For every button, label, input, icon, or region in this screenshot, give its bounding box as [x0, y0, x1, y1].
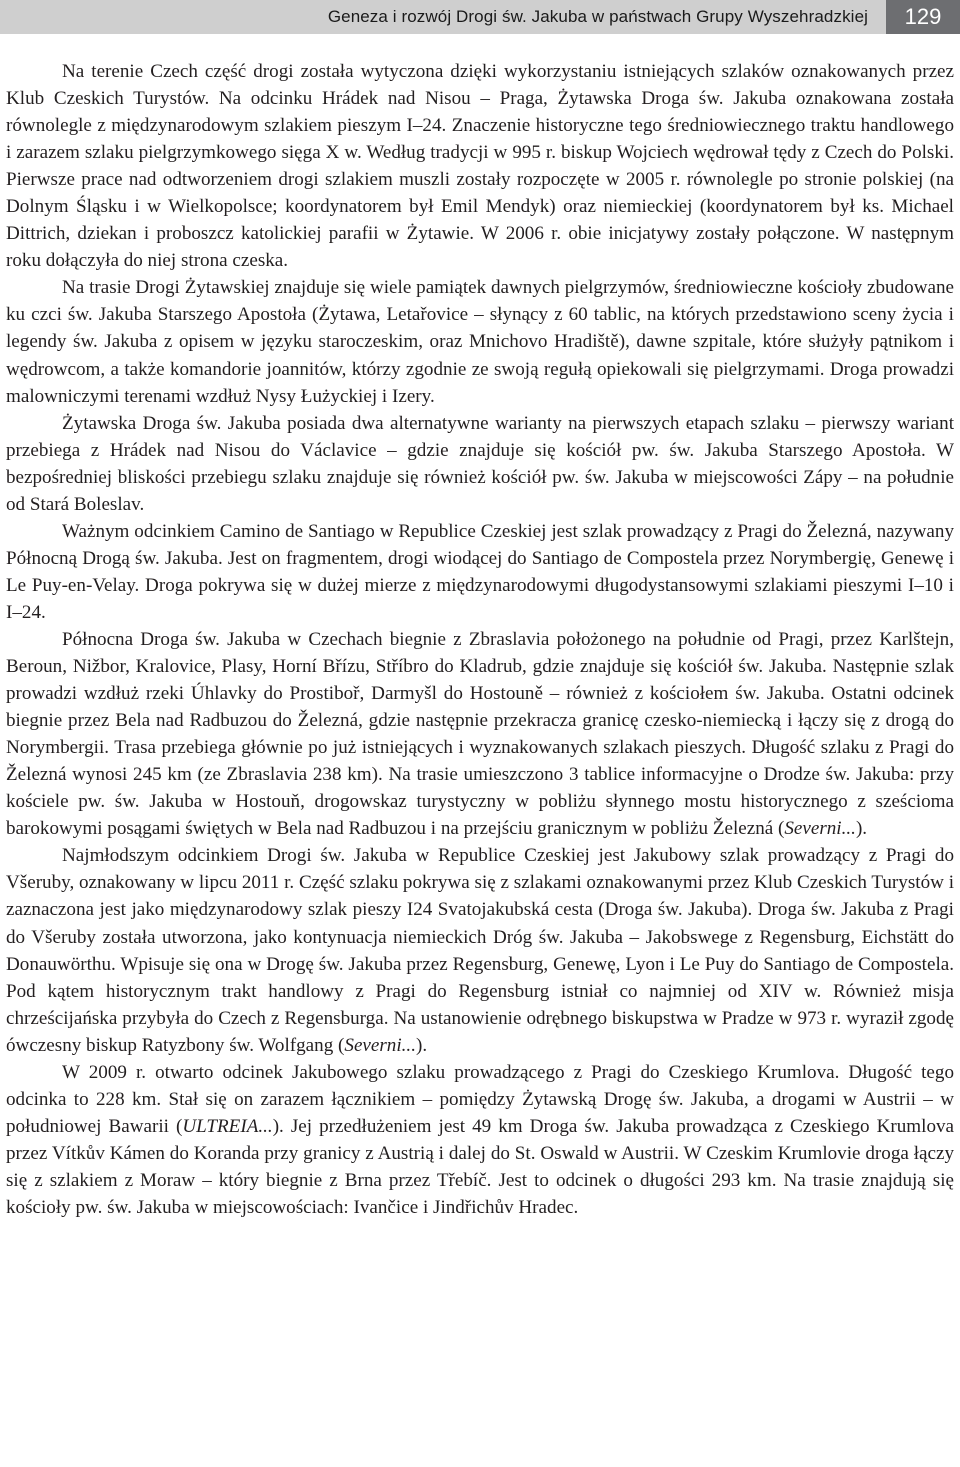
paragraph	[6, 58, 954, 274]
paragraph-text: Ważnym odcinkiem Camino de Santiago w Republice Czeskiej jest szlak prowadzący z Pragi do Železná, nazywany Północną Drogą św. Jakuba. Jest on fragmentem, drogi wiodącej do Santiago de Compostela przez Norymbergię, Genewę i Le Puy-en-Velay. Droga pokrywa się w dużej mierze z międzynarodowymi długodystansowymi szlakiami pieszymi I–10 i I–24.	[6, 520, 954, 623]
paragraph-text: Na terenie Czech część drogi została wytyczona dzięki wykorzystaniu istniejących szlaków oznakowanych przez Klub Czeskich Turystów. Na odcinku Hrádek nad Nisou – Praga, Żytawska Droga św. Jakuba oznakowana została równolegle z międzynarodowym szlakiem pieszym I–24. Znaczenie historyczne tego średniowiecznego traktu handlowego i zarazem szlaku pielgrzymkowego sięga X w. Według tradycji w 995 r. biskup Wojciech wędrował tędy z Czech do Polski. Pierwsze prace nad odtworzeniem drogi szlakiem muszli zostały rozpoczęte w 2005 r. równolegle po stronie polskiej (na Dolnym Śląsku i w Wielkopolsce; koordynatorem był Emil Mendyk) oraz niemieckiej (koordynatorem był ks. Michael Dittrich, dziekan i proboszcz katolickiej parafii w Żytawie. W 2006 r. obie inicjatywy zostały połączone. W następnym roku dołączyła do niej strona czeska.	[6, 61, 954, 272]
citation-italic: Severni...	[784, 818, 856, 840]
running-title: Geneza i rozwój Drogi św. Jakuba w państwach Grupy Wyszehradzkiej	[0, 0, 886, 34]
paragraph-text: W 2009 r. otwarto odcinek Jakubowego szlaku prowadzącego z Pragi do Czeskiego Krumlova. Długość tego odcinka to 228 km. Stał się on zarazem łącznikiem – pomiędzy Żytawską Drogę św. Jakuba, a drogami w Austrii – w południowej Bawarii (	[6, 1061, 954, 1137]
paragraph-text-end: ). Jej przedłużeniem jest 49 km Droga św. Jakuba prowadząca z Czeskiego Krumlova przez Vítkův Kámen do Koranda przy granicy z Austrią i dalej do St. Oswald w Austrii. W Czeskim Krumlovie droga łączy się z szlakiem z Moraw – który biegnie z Brna przez Třebíč. Jest to odcinek o długości 293 km. Na trasie znajdują się kościoły pw. św. Jakuba w miejscowościach: Ivančice i Jindřichův Hradec.	[6, 1115, 955, 1218]
paragraph	[6, 518, 954, 626]
page-number: 129	[886, 0, 960, 34]
paragraph	[6, 842, 954, 1058]
running-header	[0, 0, 960, 34]
paragraph	[6, 1059, 954, 1221]
paragraph	[6, 626, 954, 842]
paragraph-text-end: ).	[415, 1034, 428, 1056]
paragraph	[6, 410, 954, 518]
paragraph-text-end: ).	[855, 818, 868, 840]
paragraph-text: Żytawska Droga św. Jakuba posiada dwa alternatywne warianty na pierwszych etapach szlaku – pierwszy wariant przebiega z Hrádek nad Nisou do Václavice – gdzie znajduje się kościół pw. św. Jakuba Starszego Apostoła. W bezpośredniej bliskości przebiegu szlaku znajduje się również kościół pw. św. Jakuba w miejscowości Zápy – na południe od Stará Boleslav.	[6, 412, 954, 515]
body-text	[6, 58, 954, 1221]
paragraph-text: Najmłodszym odcinkiem Drogi św. Jakuba w Republice Czeskiej jest Jakubowy szlak prowadzący z Pragi do Všeruby, oznakowany w lipcu 2011 r. Część szlaku pokrywa się z szlakami oznakowanymi przez Klub Czeskich Turystów i zaznaczona jest jako międzynarodowy szlak pieszy I24 Svatojakubská cesta (Droga św. Jakuba). Droga św. Jakuba z Pragi do Všeruby została utworzona, jako kontynuacja niemieckich Dróg św. Jakuba – Jakobswege z Regensburg, Eichstätt do Donauwörthu. Wpisuje się ona w Drogę św. Jakuba przez Regensburg, Genewę, Lyon i Le Puy do Santiago de Compostela. Pod kątem historycznym trakt handlowy z Pragi do Regensburg istniał co najmniej od XIV w. Również misja chrześcijańska przybyła do Czech z Regensburga. Na ustanowienie odrębnego biskupstwa w Pradze w 973 r. wyraził zgodę ówczesny biskup Ratyzbony św. Wolfgang (	[6, 845, 954, 1056]
paragraph-text: Północna Droga św. Jakuba w Czechach biegnie z Zbraslavia położonego na południe od Pragi, przez Karlštejn, Beroun, Nižbor, Kralovice, Plasy, Horní Břízu, Stříbro do Kladrub, gdzie znajduje się kościół św. Jakuba. Następnie szlak prowadzi wzdłuż rzeki Úhlavky do Prostiboř, Darmyšl do Hostouně – również z kościołem św. Jakuba. Ostatni odcinek biegnie przez Bela nad Radbuzou do Železná, gdzie następnie przekracza granicę czesko-niemiecką i łączy się z drogą do Norymbergii. Trasa przebiega głównie po już istniejących i wyznakowanych szlakach pieszych. Długość szlaku z Pragi do Železná wynosi 245 km (ze Zbraslavia 238 km). Na trasie umieszczono 3 tablice informacyjne o Drodze św. Jakuba: przy kościele pw. św. Jakuba w Hostouň, drogowskaz turystyczny w pobliżu słynnego mostu historycznego z sześcioma barokowymi posągami świętych w Bela nad Radbuzou i na przejściu granicznym w pobliżu Železná (	[6, 628, 954, 840]
paragraph	[6, 274, 954, 409]
citation-italic: Severni...	[344, 1034, 416, 1056]
paragraph-text: Na trasie Drogi Żytawskiej znajduje się wiele pamiątek dawnych pielgrzymów, średniowieczne kościoły zbudowane ku czci św. Jakuba Starszego Apostoła (Żytawa, Letařovice – słynący z 60 tablic, na których przedstawiono sceny życia i legendy św. Jakuba z opisem w języku staroczeskim, oraz Mnichovo Hradiště), dawne szpitale, które służyły pątnikom i wędrowcom, a także komandorie joannitów, którzy zgodnie ze swoją regułą opiekowali się pielgrzymami. Droga prowadzi malowniczymi terenami wzdłuż Nysy Łużyckiej i Izery.	[6, 277, 954, 407]
citation-italic: ULTREIA...	[182, 1115, 273, 1137]
